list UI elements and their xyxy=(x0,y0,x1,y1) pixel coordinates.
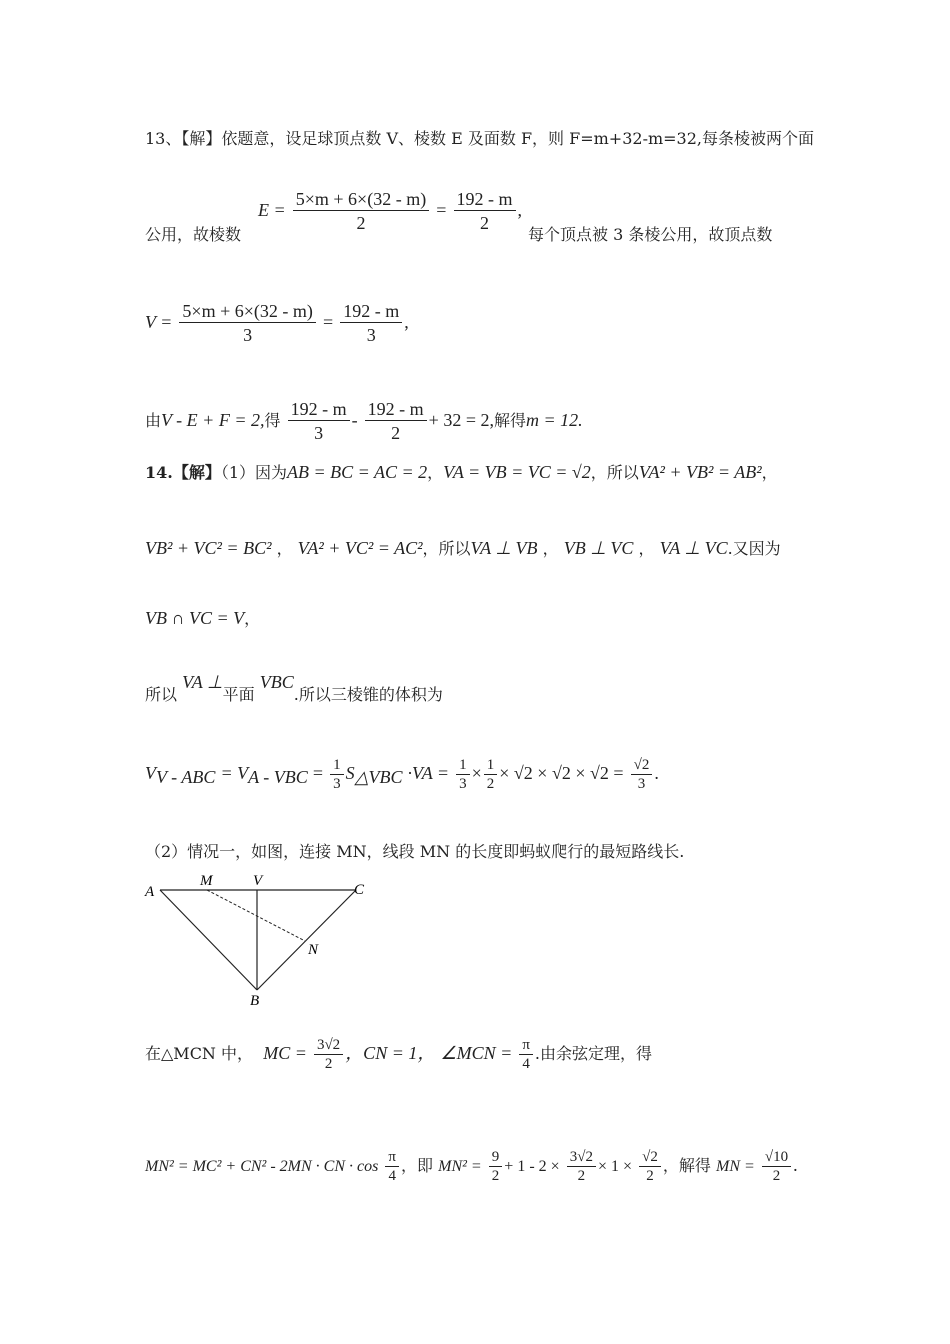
label-N: N xyxy=(308,942,319,958)
p14-line1: 14.【解】（1）因为AB = BC = AC = 2，VA = VB = VC = √2，所以VA² + VB² = AB²， xyxy=(145,462,778,482)
label-A: A xyxy=(145,884,155,900)
p13-euler-line: 由V - E + F = 2,得 $\frac{192 - m}{3}$ - $\frac{192 - m}{2}$ + 32 = 2,解得m = 12. xyxy=(145,399,583,443)
label-V: V xyxy=(253,873,263,889)
p13-line2-post: 每个顶点被 3 条棱公用，故顶点数 xyxy=(528,225,773,244)
p14-part2: （2）情况一，如图，连接 MN，线段 MN 的长度即蚂蚁爬行的最短路线长. xyxy=(145,842,685,861)
label-C: C xyxy=(354,882,365,898)
p13-line2-pre: 公用，故棱数 xyxy=(145,225,242,244)
triangle-figure xyxy=(140,872,380,1012)
p13-edge-formula: E = $\frac{5\times m + 6\times(32 - m)}{2}$ = $\frac{192 - m}{2}$ , xyxy=(258,189,523,233)
label-M: M xyxy=(200,873,213,889)
p14-cosine-line: MN² = MC² + CN² - 2MN · CN · cos $\frac{\pi}{4}$ ，即 MN² = $\frac{9}{2}$ + 1 - 2 × $\frac{3√2}{2}$ × 1 × $\frac{√2}{2}$ ，解得 MN = $\frac{√10}{2}$ . xyxy=(145,1149,798,1184)
p14-line2: VB² + VC² = BC² ， VA² + VC² = AC²，所以VA ⊥ VB ， VB ⊥ VC ， VA ⊥ VC.又因为 xyxy=(145,538,781,558)
p14-volume: $V_{V - ABC} = V_{A - VBC}$ = $\frac{1}{3}$ $S_{\triangle VBC} \cdot VA$ = $\frac{1}{3}$ × $\frac{1}{2}$ × √2 × √2 × √2 = $\frac{√2}{3}$ . xyxy=(145,757,659,792)
p14-line-so: 所以 VA ⊥平面 VBC.所以三棱锥的体积为 xyxy=(145,672,443,704)
label-B: B xyxy=(250,993,260,1009)
p14-intersection: VB ∩ VC = V， xyxy=(145,608,261,628)
p13-line1: 13、【解】依题意，设足球顶点数 V、棱数 E 及面数 F，则 F=m+32-m=32,每条棱被两个面 xyxy=(145,129,815,148)
p14-triangle-line: 在△MCN 中， MC = $\frac{3√2}{2}$ ，CN = 1， ∠MCN = $\frac{\pi}{4}$ .由余弦定理，得 xyxy=(145,1037,653,1072)
p13-vertex-formula: V = $\frac{5\times m + 6\times(32 - m)}{3}$ = $\frac{192 - m}{3}$ , xyxy=(145,301,409,345)
